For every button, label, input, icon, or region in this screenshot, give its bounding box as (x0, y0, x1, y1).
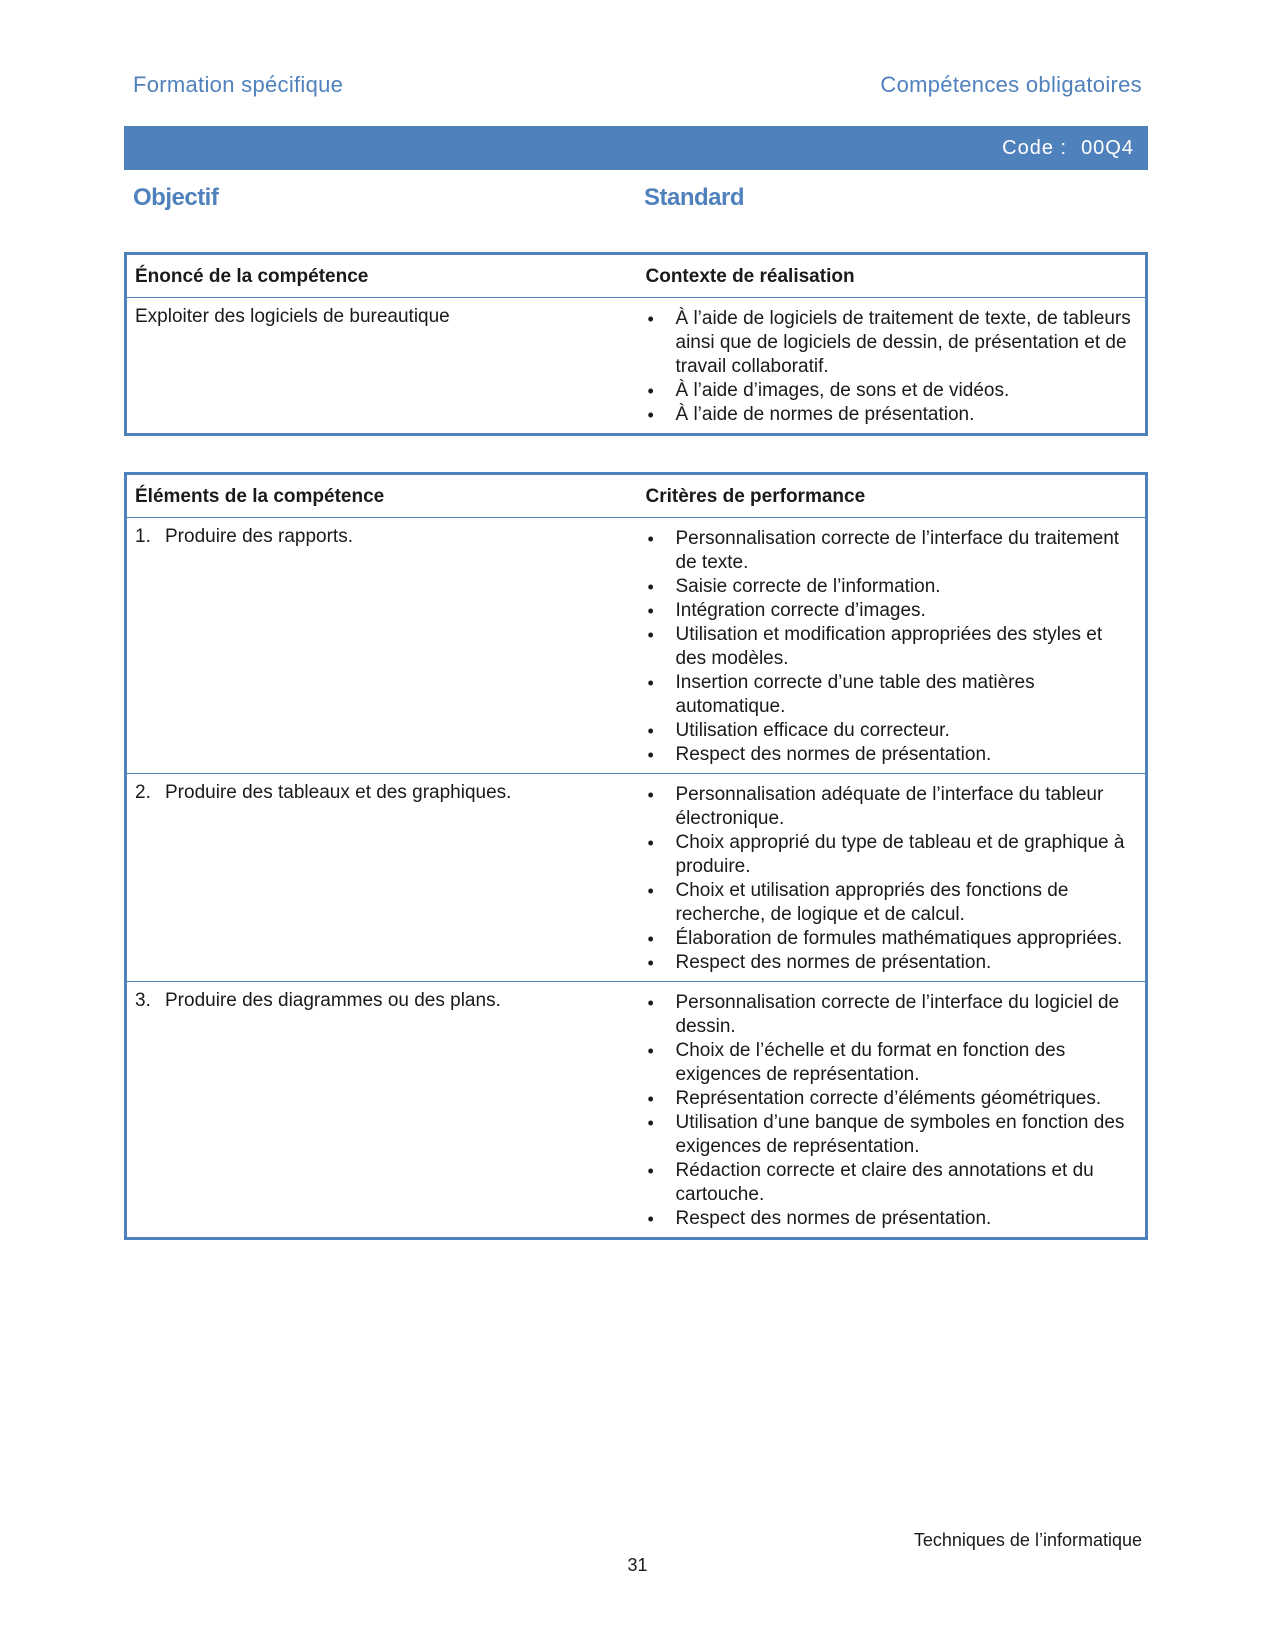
list-item: • Insertion correcte d’une table des matières automatique. (646, 671, 1138, 719)
page-number: 31 (627, 1555, 648, 1575)
enonce-text: Exploiter des logiciels de bureautique (135, 306, 450, 327)
enonce-header: Énoncé de la compétence (126, 254, 638, 298)
element-cell (126, 774, 638, 982)
list-item: • Personnalisation adéquate de l’interface du tableur électronique. (646, 783, 1138, 831)
list-item: • Intégration correcte d’images. (646, 599, 1138, 623)
table-row (126, 518, 1147, 774)
elements-table (124, 472, 1148, 1240)
list-item: • Respect des normes de présentation. (646, 743, 1138, 767)
criteres-cell (638, 774, 1147, 982)
enonce-table (124, 252, 1148, 436)
criteres-cell (638, 518, 1147, 774)
contexte-list (646, 307, 1138, 427)
list-item: • Personnalisation correcte de l’interface du logiciel de dessin. (646, 991, 1138, 1039)
footer-program: Techniques de l’informatique (913, 1530, 1142, 1550)
elements-header: Éléments de la compétence (126, 474, 638, 518)
table-row (126, 982, 1147, 1239)
element-number: 3. (135, 990, 151, 1011)
list-item: • Personnalisation correcte de l’interface du traitement de texte. (646, 527, 1138, 575)
criteres-list (646, 783, 1138, 975)
list-item: • À l’aide d’images, de sons et de vidéos. (646, 379, 1138, 403)
list-item: • Utilisation d’une banque de symboles en fonction des exigences de représentation. (646, 1111, 1138, 1159)
list-item: • Choix et utilisation appropriés des fonctions de recherche, de logique et de calcul. (646, 879, 1138, 927)
code-label: Code : (1002, 136, 1068, 159)
code-value: 00Q4 (1081, 136, 1134, 159)
header-competence-type: Compétences obligatoires (880, 72, 1142, 97)
contexte-header: Contexte de réalisation (638, 254, 1147, 298)
list-item: • Élaboration de formules mathématiques appropriées. (646, 927, 1138, 951)
criteres-list (646, 991, 1138, 1231)
criteres-cell (638, 982, 1147, 1239)
list-item: • Représentation correcte d’éléments géométriques. (646, 1087, 1138, 1111)
code-bar (124, 126, 1148, 170)
element-text: Produire des rapports. (165, 526, 353, 547)
list-item: • Rédaction correcte et claire des annotations et du cartouche. (646, 1159, 1138, 1207)
element-number: 1. (135, 526, 151, 547)
list-item: • Utilisation efficace du correcteur. (646, 719, 1138, 743)
element-cell (126, 518, 638, 774)
list-item: • Respect des normes de présentation. (646, 951, 1138, 975)
element-text: Produire des tableaux et des graphiques. (165, 782, 512, 803)
list-item: • Respect des normes de présentation. (646, 1207, 1138, 1231)
list-item: • Saisie correcte de l’information. (646, 575, 1138, 599)
table-row (126, 774, 1147, 982)
element-number: 2. (135, 782, 151, 803)
header-program-section: Formation spécifique (133, 72, 344, 97)
element-cell (126, 982, 638, 1239)
criteres-header: Critères de performance (638, 474, 1147, 518)
element-text: Produire des diagrammes ou des plans. (165, 990, 501, 1011)
list-item: • À l’aide de logiciels de traitement de texte, de tableurs ainsi que de logiciels de dessin, de présentation et de travail collaboratif. (646, 307, 1138, 379)
objectif-title: Objectif (133, 184, 219, 211)
list-item: • À l’aide de normes de présentation. (646, 403, 1138, 427)
list-item: • Choix approprié du type de tableau et de graphique à produire. (646, 831, 1138, 879)
list-item: • Utilisation et modification appropriées des styles et des modèles. (646, 623, 1138, 671)
criteres-list (646, 527, 1138, 767)
standard-title: Standard (644, 184, 745, 211)
contexte-cell (638, 298, 1147, 435)
list-item: • Choix de l’échelle et du format en fonction des exigences de représentation. (646, 1039, 1138, 1087)
